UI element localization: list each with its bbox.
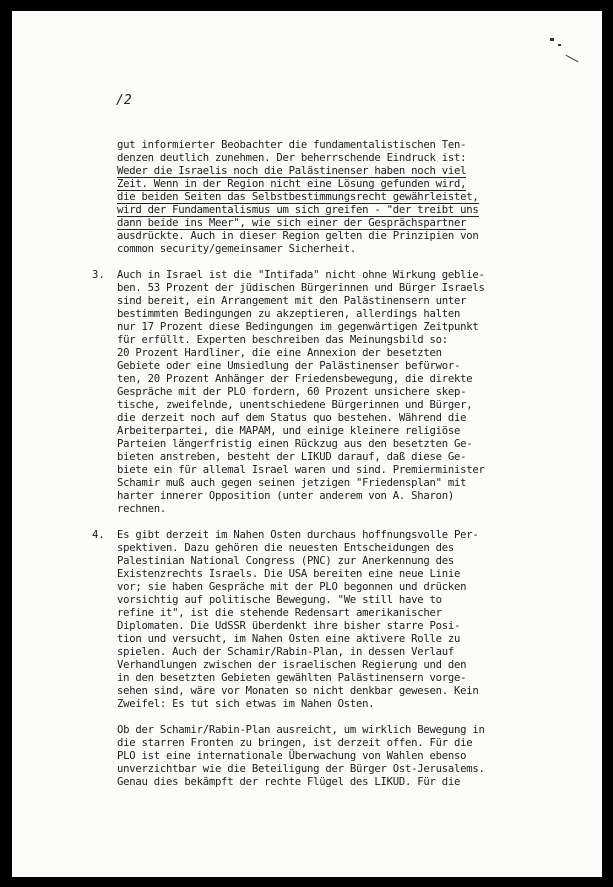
text-line-underlined: wird der Fundamentalismus um sich greifen - "der treibt uns bbox=[117, 204, 479, 216]
text-line: denzen deutlich zunehmen. Der beherrschende Eindruck ist: bbox=[117, 152, 467, 164]
text-line: refine it", ist die stehende Redensart amerikanischer bbox=[117, 607, 442, 619]
text-line: Verhandlungen zwischen der israelischen Regierung und den bbox=[117, 659, 467, 671]
text-line: ausdrückte. Auch in dieser Region gelten die Prinzipien von bbox=[117, 230, 479, 242]
text-line-underlined: dann beide ins Meer", wie sich einer der Gesprächspartner bbox=[117, 217, 467, 229]
text-line: ten, 20 Prozent Anhänger der Friedensbewegung, die direkte bbox=[117, 373, 473, 385]
text-line: Zweifel: Es tut sich etwas im Nahen Osten. bbox=[117, 698, 375, 710]
text-line: Genau dies bekämpft der rechte Flügel des LIKUD. Für die bbox=[117, 776, 461, 788]
text-line: gut informierter Beobachter die fundamentalistischen Ten- bbox=[117, 139, 467, 151]
text-line: bestimmten Bedingungen zu akzeptieren, allerdings halten bbox=[117, 308, 461, 320]
text-line: Gebiete oder eine Umsiedlung der Palästinenser befürwor- bbox=[117, 360, 461, 372]
text-line: Existenzrechts Israels. Die USA bereiten eine neue Linie bbox=[117, 568, 461, 580]
document-page bbox=[12, 11, 602, 877]
text-line: sehen sind, wäre vor Monaten so nicht denkbar gewesen. Kein bbox=[117, 685, 479, 697]
text-line: Palestinian National Congress (PNC) zur Anerkennung des bbox=[117, 555, 455, 567]
text-line: für erfüllt. Experten beschreiben das Meinungsbild so: bbox=[117, 334, 448, 346]
text-line: sind bereit, ein Arrangement mit den Palästinensern unter bbox=[117, 295, 467, 307]
text-line: die derzeit noch auf dem Status quo bestehen. Während die bbox=[117, 412, 467, 424]
scan-speck bbox=[550, 38, 554, 41]
text-line: ben. 53 Prozent der jüdischen Bürgerinnen und Bürger Israels bbox=[117, 282, 485, 294]
page-number: /2 bbox=[116, 93, 132, 108]
text-line-underlined: die beiden Seiten das Selbstbestimmungsrecht gewährleistet, bbox=[117, 191, 479, 203]
text-line: Schamir muß auch gegen seinen jetzigen "Friedensplan" mit bbox=[117, 477, 467, 489]
text-line: PLO ist eine internationale Überwachung von Wahlen ebenso bbox=[117, 750, 467, 762]
text-line: bieten anstreben, besteht der LIKUD darauf, daß diese Ge- bbox=[117, 451, 467, 463]
text-line: Auch in Israel ist die "Intifada" nicht ohne Wirkung geblie- bbox=[117, 269, 485, 281]
text-line-underlined: Zeit. Wenn in der Region nicht eine Lösung gefunden wird, bbox=[117, 178, 467, 190]
text-line: 20 Prozent Hardliner, die eine Annexion der besetzten bbox=[117, 347, 442, 359]
text-line: common security/gemeinsamer Sicherheit. bbox=[117, 243, 356, 255]
text-line-underlined: Weder die Israelis noch die Palästinenser haben noch viel bbox=[117, 165, 467, 177]
paragraph-number: 3. bbox=[92, 269, 105, 281]
text-line: in den besetzten Gebieten gewählten Palästinensern vorge- bbox=[117, 672, 467, 684]
text-line: rechnen. bbox=[117, 503, 167, 515]
text-line: tische, zweifelnde, unentschiedene Bürgerinnen und Bürger, bbox=[117, 399, 473, 411]
text-line: spektiven. Dazu gehören die neuesten Entscheidungen des bbox=[117, 542, 455, 554]
text-line: Diplomaten. Die UdSSR überdenkt ihre bisher starre Posi- bbox=[117, 620, 461, 632]
text-line: vorsichtig auf politische Bewegung. "We still have to bbox=[117, 594, 442, 606]
text-line: Ob der Schamir/Rabin-Plan ausreicht, um wirklich Bewegung in bbox=[117, 724, 485, 736]
text-line: spielen. Auch der Schamir/Rabin-Plan, in dessen Verlauf bbox=[117, 646, 455, 658]
text-line: biete ein für allemal Israel waren und sind. Premierminister bbox=[117, 464, 485, 476]
text-line: Arbeiterpartei, die MAPAM, und einige kleinere religiöse bbox=[117, 425, 461, 437]
text-line: Es gibt derzeit im Nahen Osten durchaus hoffnungsvolle Per- bbox=[117, 529, 479, 541]
text-line: harter innerer Opposition (unter anderem von A. Sharon) bbox=[117, 490, 455, 502]
text-line: Gespräche mit der PLO fordern, 60 Prozent unsichere skep- bbox=[117, 386, 467, 398]
text-line: tion und versucht, im Nahen Osten eine aktivere Rolle zu bbox=[117, 633, 461, 645]
text-line: Parteien längerfristig einen Rückzug aus den besetzten Ge- bbox=[117, 438, 473, 450]
scan-speck bbox=[558, 44, 561, 46]
text-line: die starren Fronten zu bringen, ist derzeit offen. Für die bbox=[117, 737, 473, 749]
text-line: unverzichtbar wie die Beteiligung der Bürger Ost-Jerusalems. bbox=[117, 763, 485, 775]
scan-speck bbox=[566, 55, 579, 62]
text-line: nur 17 Prozent diese Bedingungen im gegenwärtigen Zeitpunkt bbox=[117, 321, 479, 333]
text-line: vor; sie haben Gespräche mit der PLO begonnen und drücken bbox=[117, 581, 467, 593]
paragraph-number: 4. bbox=[92, 529, 105, 541]
